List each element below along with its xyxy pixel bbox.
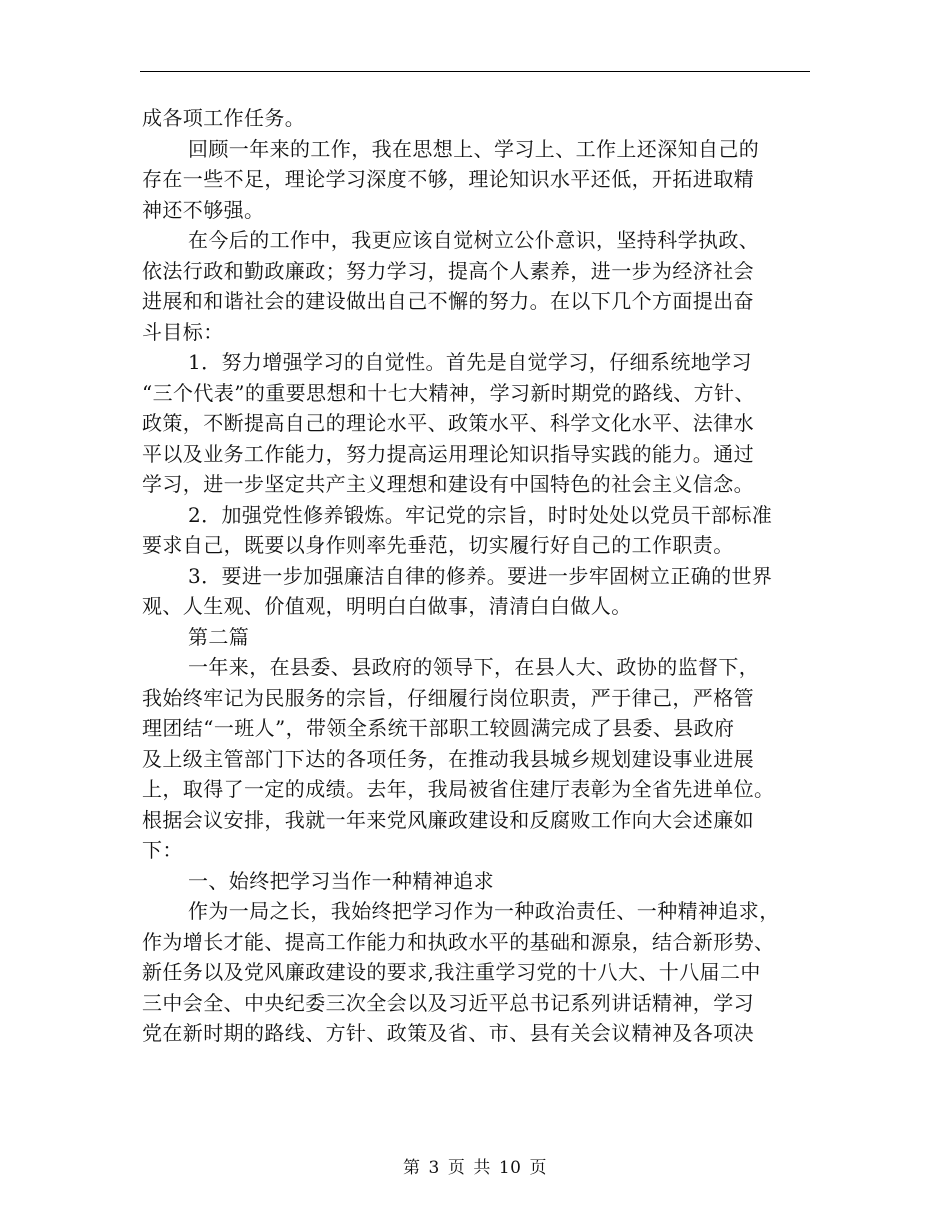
text-line: 我始终牢记为民服务的宗旨，仔细履行岗位职责，严于律己，严格管 <box>142 685 754 710</box>
text-line: 存在一些不足，理论学习深度不够，理论知识水平还低，开拓进取精 <box>142 167 754 191</box>
text-line: 新任务以及党风廉政建设的要求,我注重学习党的十八大、十八届二中 <box>142 960 761 984</box>
text-line: 第二篇 <box>188 624 250 649</box>
text-line: 1．努力增强学习的自觉性。首先是自觉学习，仔细系统地学习 <box>188 350 752 374</box>
text-line: 依法行政和勤政廉政；努力学习，提高个人素养，进一步为经济社会 <box>142 258 754 283</box>
footer-total-prefix: 共 <box>473 1158 491 1178</box>
footer-page-word: 页 <box>447 1158 466 1178</box>
footer-suffix: 页 <box>529 1158 547 1178</box>
text-line: 及上级主管部门下达的各项任务，在推动我县城乡规划建设事业进展 <box>142 746 754 771</box>
text-line: 3．要进一步加强廉洁自律的修养。要进一步牢固树立正确的世界 <box>188 563 773 588</box>
text-line: 平以及业务工作能力，努力提高运用理论知识指导实践的能力。通过 <box>142 441 754 466</box>
text-line: 要求自己，既要以身作则率先垂范，切实履行好自己的工作职责。 <box>142 533 734 557</box>
text-line: 三中会全、中央纪委三次全会以及习近平总书记系列讲话精神，学习 <box>142 990 754 1015</box>
text-line: 观、人生观、价值观，明明白白做事，清清白白做人。 <box>142 594 632 618</box>
text-line: 理团结“一班人”，带领全系统干部职工较圆满完成了县委、县政府 <box>142 716 735 740</box>
text-line: 政策，不断提高自己的理论水平、政策水平、科学文化水平、法律水 <box>142 411 754 435</box>
text-line: 作为增长才能、提高工作能力和执政水平的基础和源泉，结合新形势、 <box>142 929 775 954</box>
header-rule <box>140 71 810 72</box>
text-line: 回顾一年来的工作，我在思想上、学习上、工作上还深知自己的 <box>188 136 760 161</box>
text-line: 根据会议安排，我就一年来党风廉政建设和反腐败工作向大会述廉如 <box>142 807 754 832</box>
page-footer <box>0 1153 950 1178</box>
text-line: 一年来，在县委、县政府的领导下，在县人大、政协的监督下， <box>188 655 760 679</box>
text-line: 上，取得了一定的成绩。去年，我局被省住建厅表彰为全省先进单位。 <box>142 777 775 801</box>
footer-prefix: 第 <box>403 1158 421 1178</box>
text-line: 2．加强党性修养锻炼。牢记党的宗旨，时时处处以党员干部标准 <box>188 502 773 527</box>
text-line: 神还不够强。 <box>142 197 265 222</box>
text-line: 斗目标： <box>142 319 224 344</box>
text-line: 下： <box>142 838 183 862</box>
document-body <box>142 103 810 1049</box>
text-line: 成各项工作任务。 <box>142 106 306 130</box>
text-line: 学习，进一步坚定共产主义理想和建设有中国特色的社会主义信念。 <box>142 472 754 496</box>
footer-current-page: 3 <box>428 1158 440 1178</box>
text-line: 一、始终把学习当作一种精神追求 <box>188 868 494 893</box>
text-line: “三个代表”的重要思想和十七大精神，学习新时期党的路线、方针、 <box>142 380 755 405</box>
footer-total-pages: 10 <box>498 1158 522 1178</box>
text-line: 党在新时期的路线、方针、政策及省、市、县有关会议精神及各项决 <box>142 1021 754 1045</box>
text-line: 作为一局之长，我始终把学习作为一种政治责任、一种精神追求， <box>188 899 780 923</box>
text-line: 进展和和谐社会的建设做出自己不懈的努力。在以下几个方面提出奋 <box>142 289 754 313</box>
text-line: 在今后的工作中，我更应该自觉树立公仆意识，坚持科学执政、 <box>188 228 760 252</box>
